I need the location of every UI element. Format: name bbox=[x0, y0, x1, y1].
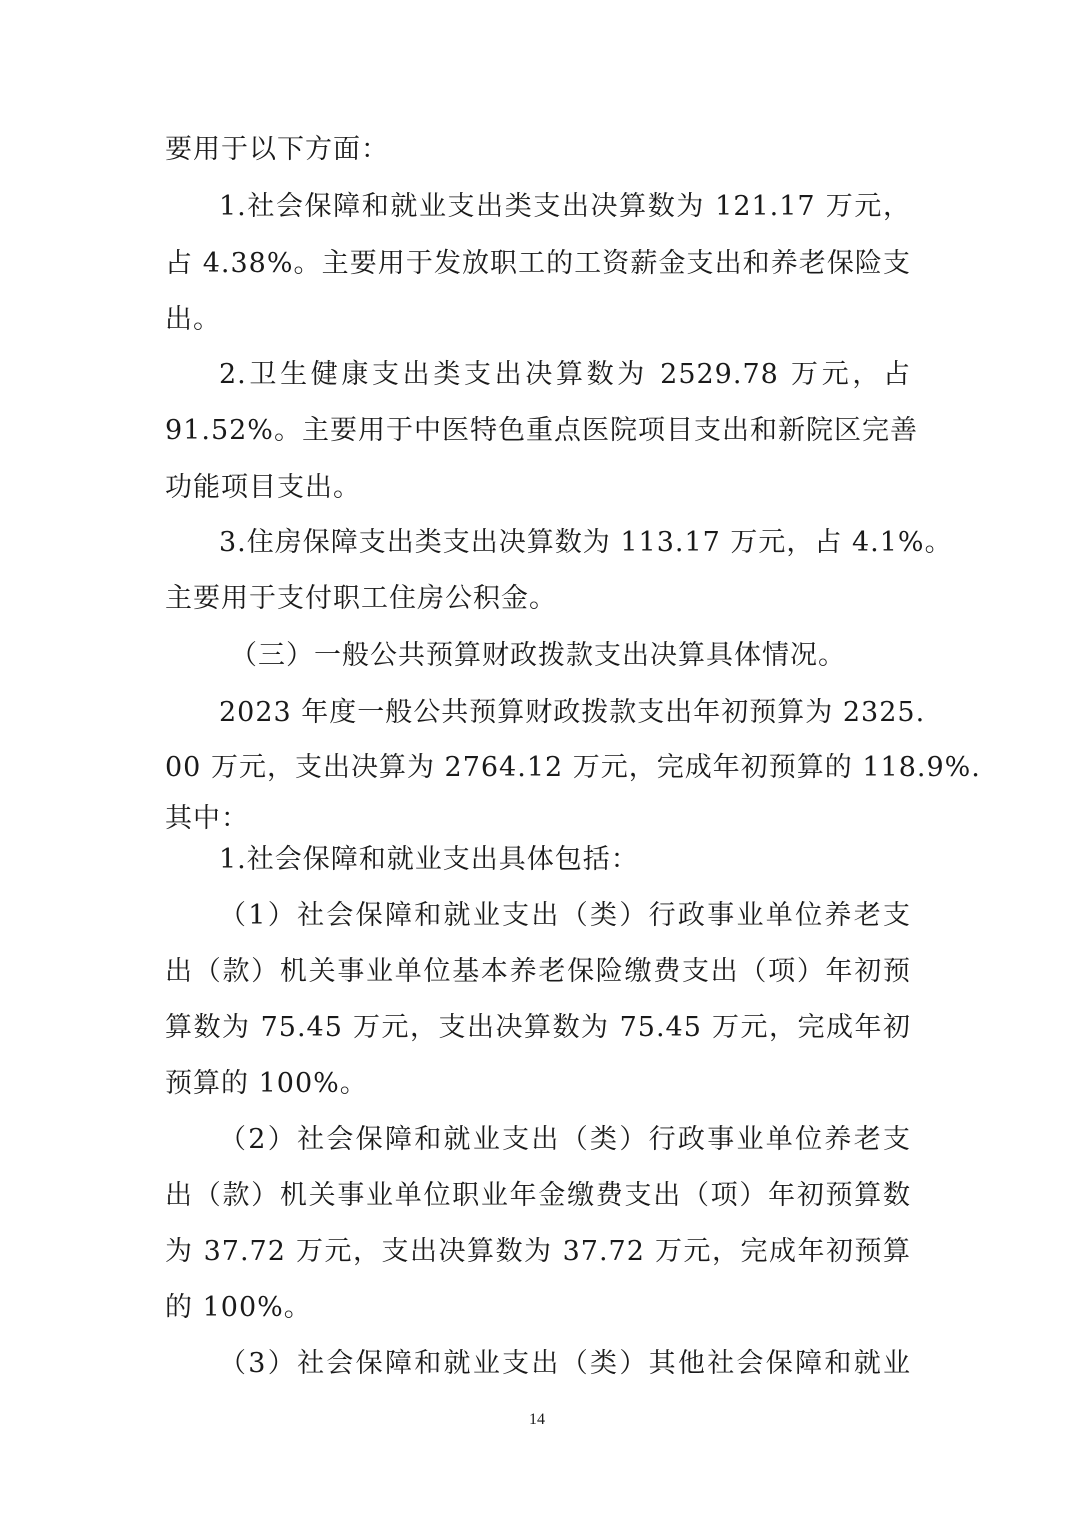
text-line: 的 100%。 bbox=[165, 1292, 312, 1323]
text-line: 主要用于支付职工住房公积金。 bbox=[165, 583, 557, 614]
text-line: 出。 bbox=[165, 304, 221, 335]
text-line: 功能项目支出。 bbox=[165, 472, 361, 503]
text-line: 1.社会保障和就业支出具体包括： bbox=[219, 844, 639, 875]
page-number: 14 bbox=[529, 1411, 545, 1428]
text-line: 算数为 75.45 万元，支出决算数为 75.45 万元，完成年初 bbox=[165, 1012, 911, 1043]
text-line: （2）社会保障和就业支出（类）行政事业单位养老支 bbox=[219, 1124, 911, 1155]
text-line: 出（款）机关事业单位职业年金缴费支出（项）年初预算数 bbox=[165, 1180, 911, 1211]
text-line: 1.社会保障和就业支出类支出决算数为 121.17 万元， bbox=[219, 191, 911, 222]
text-line: 出（款）机关事业单位基本养老保险缴费支出（项）年初预 bbox=[165, 956, 911, 987]
text-line: （1）社会保障和就业支出（类）行政事业单位养老支 bbox=[219, 900, 911, 931]
text-line: 2023 年度一般公共预算财政拨款支出年初预算为 2325. bbox=[219, 697, 926, 728]
text-line: 91.52%。主要用于中医特色重点医院项目支出和新院区完善 bbox=[165, 415, 918, 446]
text-line: 要用于以下方面： bbox=[165, 134, 389, 165]
text-line: 占 4.38%。主要用于发放职工的工资薪金支出和养老保险支 bbox=[165, 248, 911, 279]
section-heading: （三）一般公共预算财政拨款支出决算具体情况。 bbox=[230, 640, 846, 671]
text-line: 2.卫生健康支出类支出决算数为 2529.78 万元，占 bbox=[219, 359, 911, 390]
text-line: 3.住房保障支出类支出决算数为 113.17 万元，占 4.1%。 bbox=[219, 527, 953, 558]
text-line: 预算的 100%。 bbox=[165, 1068, 368, 1099]
text-line: 其中： bbox=[165, 803, 249, 834]
text-line: （3）社会保障和就业支出（类）其他社会保障和就业 bbox=[219, 1348, 911, 1379]
text-line: 为 37.72 万元，支出决算数为 37.72 万元，完成年初预算 bbox=[165, 1236, 911, 1267]
text-line: 00 万元，支出决算为 2764.12 万元，完成年初预算的 118.9%. bbox=[165, 752, 981, 783]
